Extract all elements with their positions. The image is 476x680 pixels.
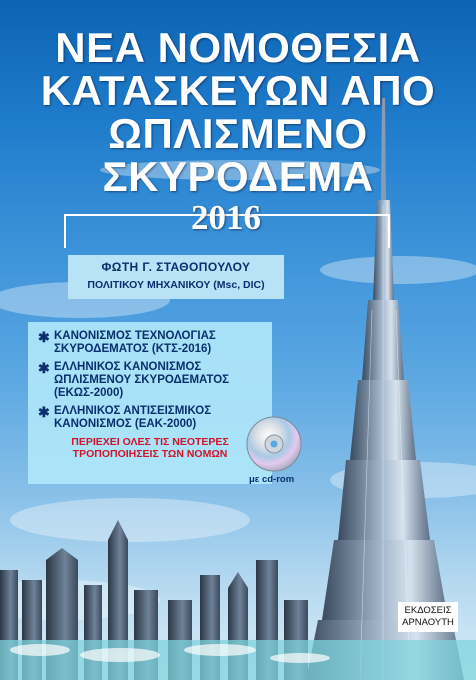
asterisk-icon: ✱: [38, 360, 50, 376]
cd-rom-label: με cd-rom: [249, 474, 295, 485]
author-box: [68, 255, 284, 299]
list-item: [28, 330, 272, 356]
book-title: [0, 26, 476, 198]
list-item: [28, 361, 272, 400]
asterisk-icon: ✱: [38, 329, 50, 345]
notice-line-1: ΠΕΡΙΕΧΕΙ ΟΛΕΣ ΤΙΣ ΝΕΟΤΕΡΕΣ: [71, 436, 229, 448]
feature-line: ΕΛΛΗΝΙΚΟΣ ΑΝΤΙΣΕΙΣΜΙΚΟΣ: [54, 405, 212, 417]
title-line-1: ΝΕΑ ΝΟΜΟΘΕΣΙΑ: [55, 24, 421, 71]
edition-year: [0, 198, 452, 238]
list-item: [28, 405, 272, 431]
publisher-label: [398, 602, 458, 632]
title-line-4: ΣΚΥΡΟΔΕΜΑ: [102, 153, 374, 200]
cd-disc-icon: [245, 415, 303, 473]
feature-line: ΩΠΛΙΣΜΕΝΟΥ ΣΚΥΡΟΔΕΜΑΤΟΣ: [54, 374, 230, 386]
contents-box: [28, 322, 272, 484]
publisher-line-2: ΑΡΝΑΟΥΤΗ: [402, 617, 454, 628]
author-name: ΦΩΤΗ Γ. ΣΤΑΘΟΠΟΥΛΟΥ: [101, 260, 251, 274]
notice-line-2: ΤΡΟΠΟΠΟΙΗΣΕΙΣ ΤΩΝ ΝΟΜΩΝ: [72, 448, 228, 460]
feature-line: ΣΚΥΡΟΔΕΜΑΤΟΣ (ΚΤΣ-2016): [54, 343, 212, 355]
feature-line: (ΕΚΩΣ-2000): [54, 387, 124, 399]
publisher-line-1: ΕΚΔΟΣΕΙΣ: [404, 605, 452, 616]
year-text: 2016: [191, 198, 261, 237]
feature-line: ΕΛΛΗΝΙΚΟΣ ΚΑΝΟΝΙΣΜΟΣ: [54, 361, 202, 373]
updates-notice: [28, 436, 272, 460]
title-line-3: ΩΠΛΙΣΜΕΝΟ: [108, 110, 368, 157]
asterisk-icon: ✱: [38, 404, 50, 420]
feature-line: ΚΑΝΟΝΙΣΜΟΣ (ΕΑΚ-2000): [54, 418, 197, 430]
feature-line: ΚΑΝΟΝΙΣΜΟΣ ΤΕΧΝΟΛΟΓΙΑΣ: [54, 330, 216, 342]
title-line-2: ΚΑΤΑΣΚΕΥΩΝ ΑΠΟ: [40, 67, 436, 114]
author-profession: ΠΟΛΙΤΙΚΟΥ ΜΗΧΑΝΙΚΟΥ (Msc, DIC): [87, 279, 265, 291]
